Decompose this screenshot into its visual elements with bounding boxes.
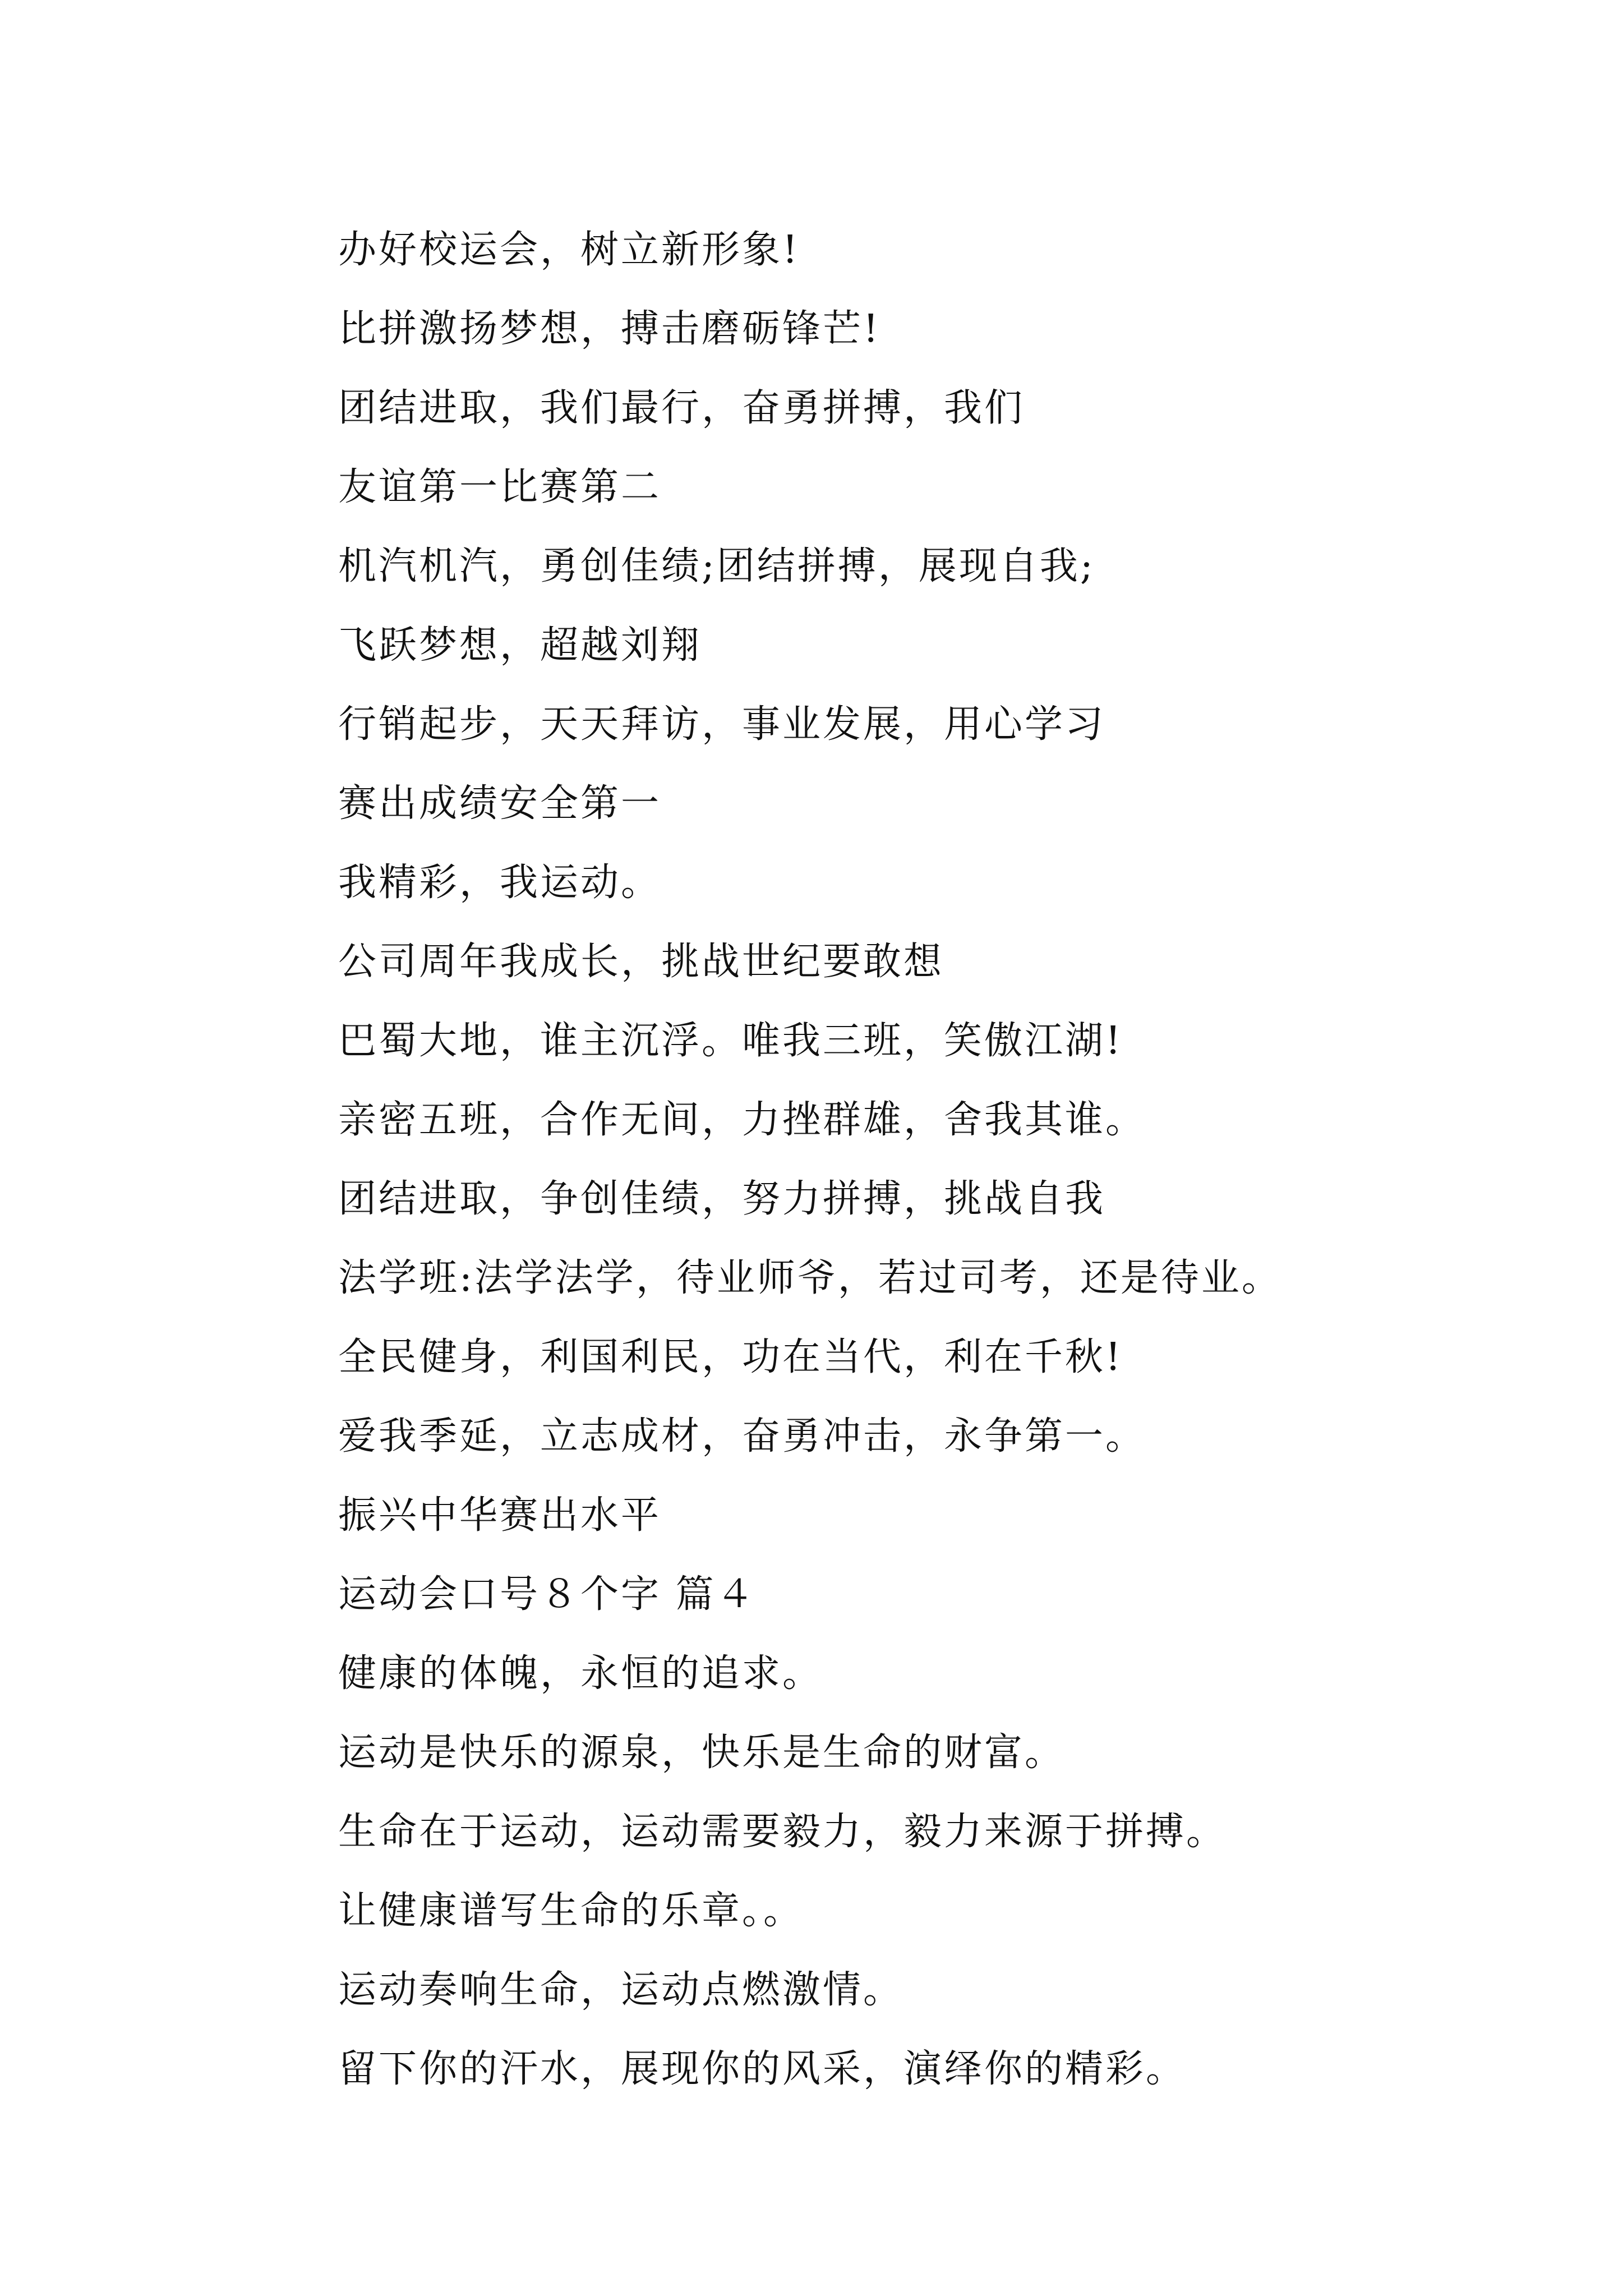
- text-line: 振兴中华赛出水平: [338, 1493, 662, 1538]
- text-line: 巴蜀大地，谁主沉浮。唯我三班，笑傲江湖!: [338, 1019, 1123, 1063]
- text-line: 运动是快乐的源泉，快乐是生命的财富。: [338, 1731, 1066, 1775]
- text-line: 团结进取，争创佳绩，努力拼搏，挑战自我: [338, 1177, 1106, 1221]
- text-line: 亲密五班，合作无间，力挫群雄，舍我其谁。: [338, 1098, 1146, 1142]
- text-line: 全民健身，利国利民，功在当代，利在千秋!: [338, 1335, 1123, 1379]
- section-heading: 运动会口号８个字 篇４: [338, 1572, 757, 1617]
- text-line: 我精彩，我运动。: [338, 861, 662, 905]
- text-line: 法学班:法学法学，待业师爷，若过司考，还是待业。: [338, 1256, 1282, 1300]
- slogan-list: [338, 210, 1572, 2109]
- text-line: 比拼激扬梦想，搏击磨砺锋芒!: [338, 307, 881, 351]
- text-line: 健康的体魄，永恒的追求。: [338, 1651, 823, 1696]
- text-line: 机汽机汽，勇创佳绩;团结拼搏，展现自我;: [338, 544, 1095, 588]
- text-line: 运动奏响生命，运动点燃激情。: [338, 1968, 904, 2012]
- text-line: 办好校运会，树立新形象!: [338, 228, 800, 272]
- text-line: 生命在于运动，运动需要毅力，毅力来源于拼搏。: [338, 1810, 1227, 1854]
- text-line: 赛出成绩安全第一: [338, 781, 662, 826]
- text-line: 团结进取，我们最行，奋勇拼搏，我们: [338, 386, 1025, 430]
- text-line: 让健康谱写生命的乐章。。: [338, 1889, 804, 1933]
- text-line: 友谊第一比赛第二: [338, 465, 662, 509]
- text-line: 行销起步，天天拜访，事业发展，用心学习: [338, 702, 1106, 747]
- text-line: 爱我季延，立志成材，奋勇冲击，永争第一。: [338, 1414, 1146, 1458]
- text-line: 公司周年我成长，挑战世纪要敢想: [338, 940, 944, 984]
- text-line: 留下你的汗水，展现你的风采，演绎你的精彩。: [338, 2047, 1187, 2091]
- text-line: 飞跃梦想，超越刘翔: [338, 623, 702, 668]
